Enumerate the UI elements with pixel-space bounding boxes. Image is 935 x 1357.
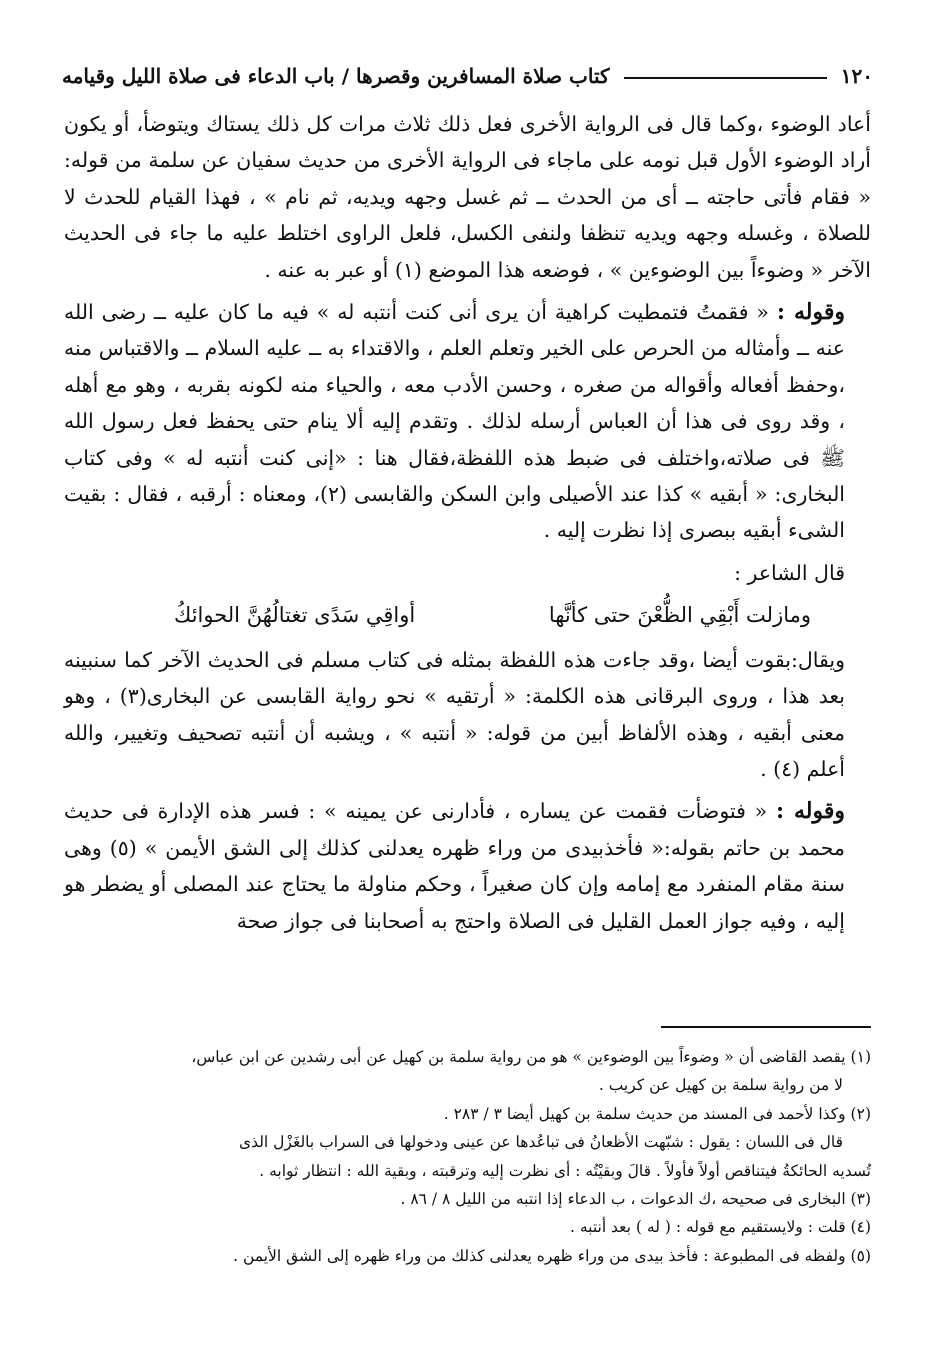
footnote-2: (٢) وكذا لأحمد فى المسند من حديث سلمة بن كهيل أيضا ٣ / ٢٨٣ . <box>443 1104 871 1123</box>
page-header <box>62 58 873 94</box>
paragraph-4-lead: وقوله : <box>775 798 845 825</box>
verse-first-hemistich: ومازلت أَبْقِي الظُّعْنَ حتى كأنَّها <box>548 603 811 628</box>
poetry-verse <box>64 597 871 633</box>
paragraph-1: أعاد الوضوء ،وكما قال فى الرواية الأخرى فعل ذلك ثلاث مرات كل ذلك يستاك ويتوضأ، أو يكون أراد الوضوء الأول قبل نومه على ماجاء فى الرواية الأخرى من حديث سفيان عن سلمة من قوله: « فقام فأتى حاجته ــ أى من الحدث ــ ثم غسل وجهه ويديه، ثم نام » ، فهذا القيام للحدث لا للصلاة ، وغسله وجهه ويديه تنظفا ولنفى الكسل، فلعل الراوى اختلط عليه ما جاء فى الحديث الآخر « وضوءاً بين الوضوءين » ، فوضعه هذا الموضع (١) أو عبر به عنه . <box>64 112 871 282</box>
verse-second-hemistich: أواقِي سَدًى تغتالُهُنَّ الحوائكُ <box>174 603 416 628</box>
paragraph-4-text: « فتوضأت فقمت عن يساره ، فأدارنى عن يمينه » : فسر هذه الإدارة فى حديث محمد بن حاتم بقوله:« فأخذبيدى من وراء ظهره يعدلنى كذلك إلى الشق الأيمن » (٥) وهى سنة مقام المنفرد مع إمامه وإن كان صغيراً ، وحكم مناولة ما يحتاج عند المصلى أو يضطر هو إليه ، وفيه جواز العمل القليل فى الصلاة واحتج به أصحابنا فى جواز صحة <box>64 799 846 933</box>
running-title: كتاب صلاة المسافرين وقصرها / باب الدعاء فى صلاة الليل وقيامه <box>62 64 610 88</box>
poet-intro: قال الشاعر : <box>734 560 845 585</box>
footnote-1-continued: لا من رواية سلمة بن كهيل عن كريب . <box>598 1076 843 1095</box>
footnote-3: (٣) البخارى فى صحيحه ،ك الدعوات ، ب الدعاء إذا انتبه من الليل ٨ / ٨٦ . <box>400 1190 871 1209</box>
page-number: ١٢٠ <box>840 64 873 88</box>
footnote-5: (٥) ولفظه فى المطبوعة : فأخذ بيدى من وراء ظهره يعدلنى كذلك من وراء ظهره إلى الشق الأيمن . <box>233 1246 871 1265</box>
paragraph-2-lead: وقوله : <box>776 299 845 326</box>
main-text <box>64 106 871 945</box>
footnote-separator <box>661 1026 871 1028</box>
paragraph-3: ويقال:بقوت أيضا ،وقد جاءت هذه اللفظة بمثله فى كتاب مسلم فى الحديث الآخر كما سنبينه بعد هذا ، وروى البرقانى هذه الكلمة: « أرتقيه » نحو رواية القابسى عن البخارى(٣) ، وهو معنى أبقيه ، وهذه الألفاظ أبين من قوله: « أنتبه » ، ويشبه أن أنتبه تصحيف وتغيير، والله أعلم (٤) . <box>64 647 845 781</box>
footnote-2-note-b: تُسديه الحائكةُ فيتناقص أولاً فأولاً . قالَ وبقيْتُه : أى نظرت إليه وترقبته ، وبقية الله : انتظار ثوابه . <box>259 1161 871 1180</box>
footnote-4: (٤) قلت : ولايستقيم مع قوله : ( له ) بعد أنتبه . <box>569 1218 871 1237</box>
footnote-2-note-a: قال فى اللسان : يقول : شبّهت الأظعانُ فى تباعُدها عن عينى ودخولها فى السراب بالغَزْل الذى <box>238 1133 843 1152</box>
paragraph-2-text: « فقمتُ فتمطيت كراهية أن يرى أنى كنت أنتبه له » فيه ما كان عليه ــ رضى الله عنه ــ وأمثاله من الحرص على الخير وتعلم العلم ، والاقتداء به ــ عليه السلام ــ والاقتباس منه ،وحفظ أفعاله وأقواله من صغره ، وحسن الأدب معه ، والحياء منه لكونه بقربه ، وهو مع أهله ، وقد روى فى هذا أن العباس أرسله لذلك . وتقدم إليه ألا ينام حتى يحفظ فعل رسول الله ﷺ فى صلاته،واختلف فى ضبط هذه اللفظة،فقال هنا : «إنى كنت أنتبه له » وفى كتاب البخارى: « أبقيه » كذا عند الأصيلى وابن السكن والقابسى (٢)، ومعناه : أرقبه ، فقال : بقيت الشىء أبقيه ببصرى إذا نظرت إليه . <box>64 300 846 543</box>
paragraph-4 <box>64 793 871 939</box>
footnotes <box>64 1043 871 1270</box>
header-rule <box>624 77 827 79</box>
paragraph-2 <box>64 294 871 549</box>
footnote-1: (١) يقصد القاضى أن « وضوءاً بين الوضوءين » هو من رواية سلمة بن كهيل عن أبى رشدين عن ابن عباس، <box>191 1048 871 1066</box>
